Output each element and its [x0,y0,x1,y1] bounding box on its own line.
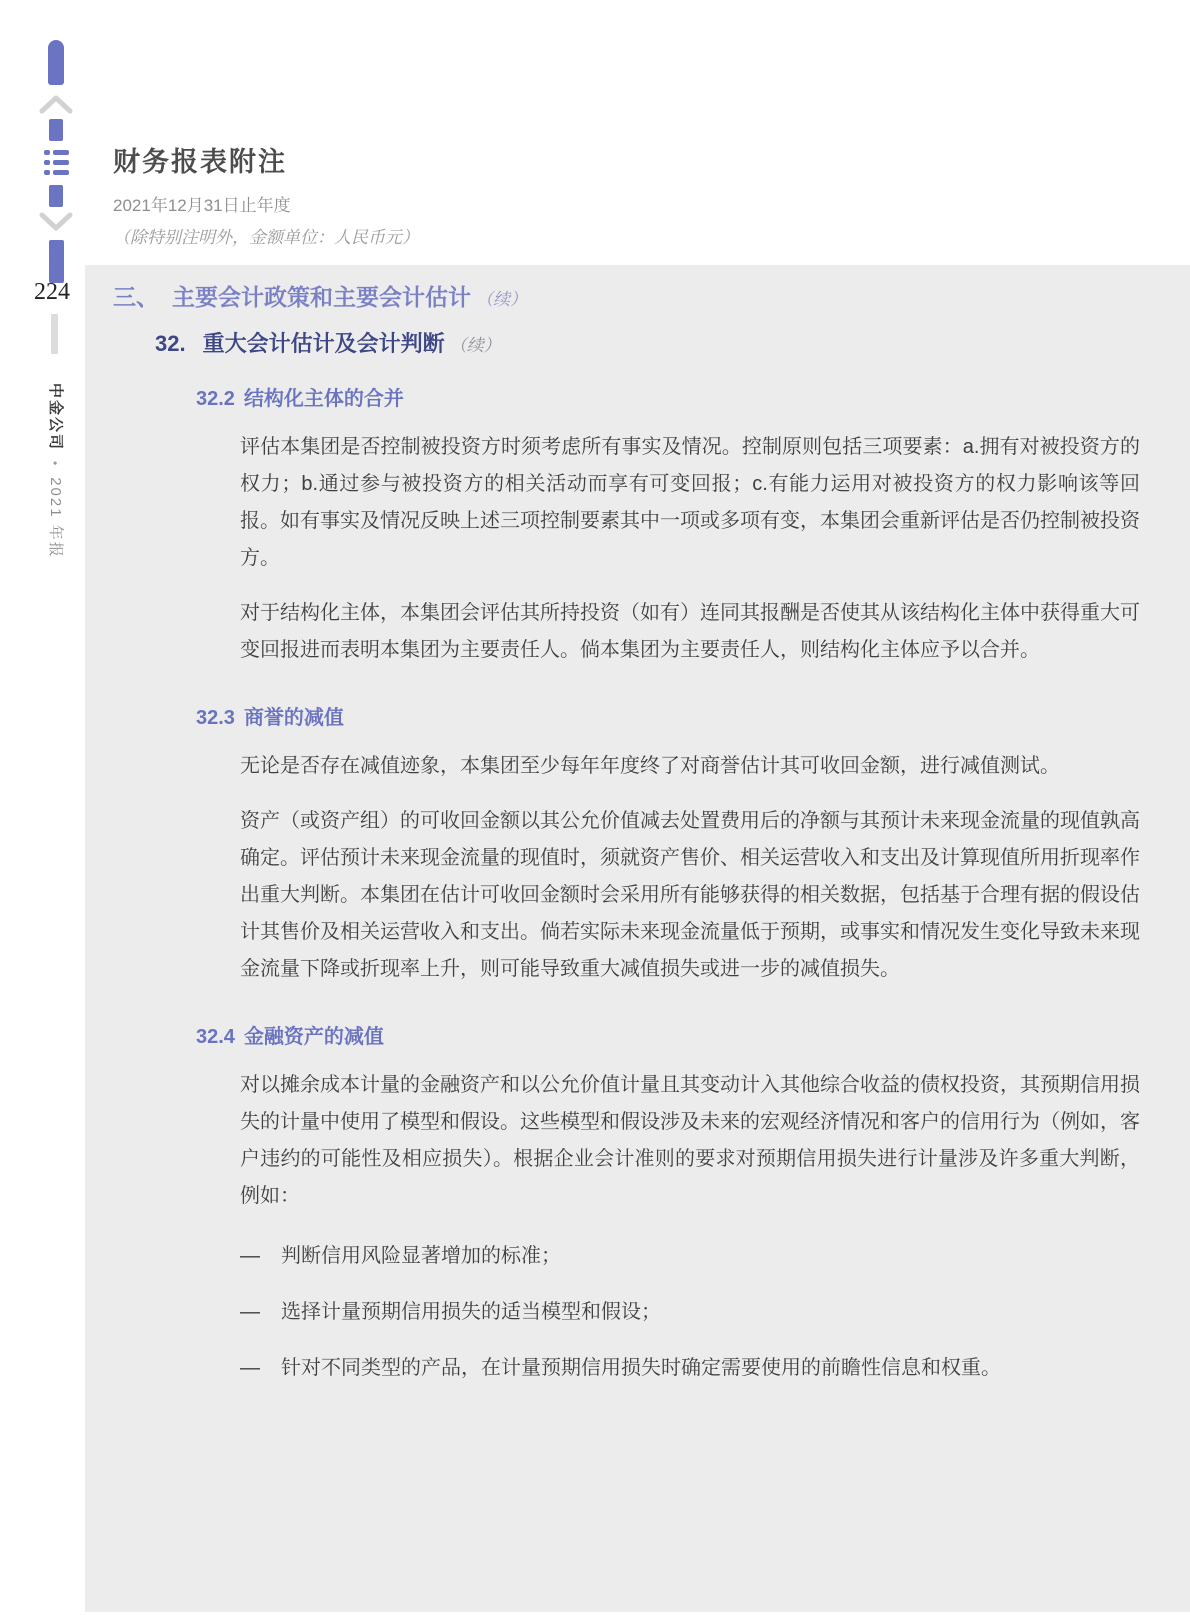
topic-number: 32.3 [196,707,235,729]
rail-square-top [49,119,63,141]
rail-square-bottom [49,185,63,207]
vertical-brand-text [46,383,67,559]
subsection-heading [155,327,1140,358]
rail-middle-bar [49,240,64,283]
topic-title: 商誉的减值 [243,707,344,729]
section-title: 主要会计政策和主要会计估计 [172,284,471,310]
page-number: 224 [34,279,70,305]
paragraph: 对以摊余成本计量的金融资产和以公允价值计量且其变动计入其他综合收益的债权投资，其预期信用损失的计量中使用了模型和假设。这些模型和假设涉及未来的宏观经济情况和客户的信用行为（例如，客户违约的可能性及相应损失）。根据企业会计准则的要求对预期信用损失进行计量涉及许多重大判断，例如： [240,1074,1140,1207]
rail-top-bar [48,40,64,85]
topic-32-4 [85,1020,1140,1383]
bullet-text: 针对不同类型的产品，在计量预期信用损失时确定需要使用的前瞻性信息和权重。 [281,1357,1001,1379]
paragraph: 资产（或资产组）的可收回金额以其公允价值减去处置费用后的净额与其预计未来现金流量的现值孰高确定。评估预计未来现金流量的现值时，须就资产售价、相关运营收入和支出及计算现值所用折现率作出重大判断。本集团在估计可收回金额时会采用所有能够获得的相关数据，包括基于合理有据的假设估计其售价及相关运营收入和支出。倘若实际未来现金流量低于预期，或事实和情况发生变化导致未来现金流量下降或折现率上升，则可能导致重大减值损失或进一步的减值损失。 [240,810,1140,980]
section-index: 三、 [113,284,159,310]
document-header [113,140,419,248]
bullet-text: 选择计量预期信用损失的适当模型和假设； [281,1301,661,1323]
page-number-tick [51,314,58,354]
topic-heading [196,1020,1140,1049]
list-icon [44,150,69,180]
page-title: 财务报表附注 [113,147,287,177]
topic-title: 金融资产的减值 [243,1026,384,1048]
topic-heading [196,382,1140,411]
bullet-text: 判断信用风险显著增加的标准； [281,1245,561,1267]
topic-title: 结构化主体的合并 [243,388,404,410]
brand-separator-dot: • [48,461,62,468]
brand-company: 中金公司 [47,383,64,452]
content-panel [85,265,1190,1612]
paragraph: 评估本集团是否控制被投资方时须考虑所有事实及情况。控制原则包括三项要素：a.拥有对被投资方的权力；b.通过参与被投资方的相关活动而享有可变回报；c.有能力运用对被投资方的权力影响该等回报。如有事实及情况反映上述三项控制要素其中一项或多项有变，本集团会重新评估是否仍控制被投资方。 [240,436,1140,569]
subsection-index: 32. [155,331,186,356]
reporting-period: 2021年12月31日止年度 [113,196,291,215]
currency-note: （除特别注明外，金额单位：人民币元） [113,228,419,247]
section-heading [113,279,1140,312]
brand-edition: 2021 年报 [47,477,64,559]
topic-32-3 [85,701,1140,988]
subsection-title: 重大会计估计及会计判断 [202,331,445,356]
chevron-up-icon [39,93,73,115]
bullet-item [240,1241,1140,1271]
subsection-continued-tag: （续） [449,336,501,355]
bullet-dash: — [240,1301,260,1323]
topic-number: 32.2 [196,388,235,410]
paragraph: 无论是否存在减值迹象，本集团至少每年年度终了对商誉估计其可收回金额，进行减值测试。 [240,755,1060,777]
paragraph: 对于结构化主体，本集团会评估其所持投资（如有）连同其报酬是否使其从该结构化主体中获得重大可变回报进而表明本集团为主要责任人。倘本集团为主要责任人，则结构化主体应予以合并。 [240,602,1140,661]
bullet-dash: — [240,1245,260,1267]
section-continued-tag: （续） [476,290,527,309]
bullet-dash: — [240,1357,260,1379]
topic-heading [196,701,1140,730]
bullet-item [240,1297,1140,1327]
bullet-item [240,1353,1140,1383]
topic-number: 32.4 [196,1026,235,1048]
topic-32-2 [85,382,1140,669]
chevron-down-icon [39,211,73,233]
